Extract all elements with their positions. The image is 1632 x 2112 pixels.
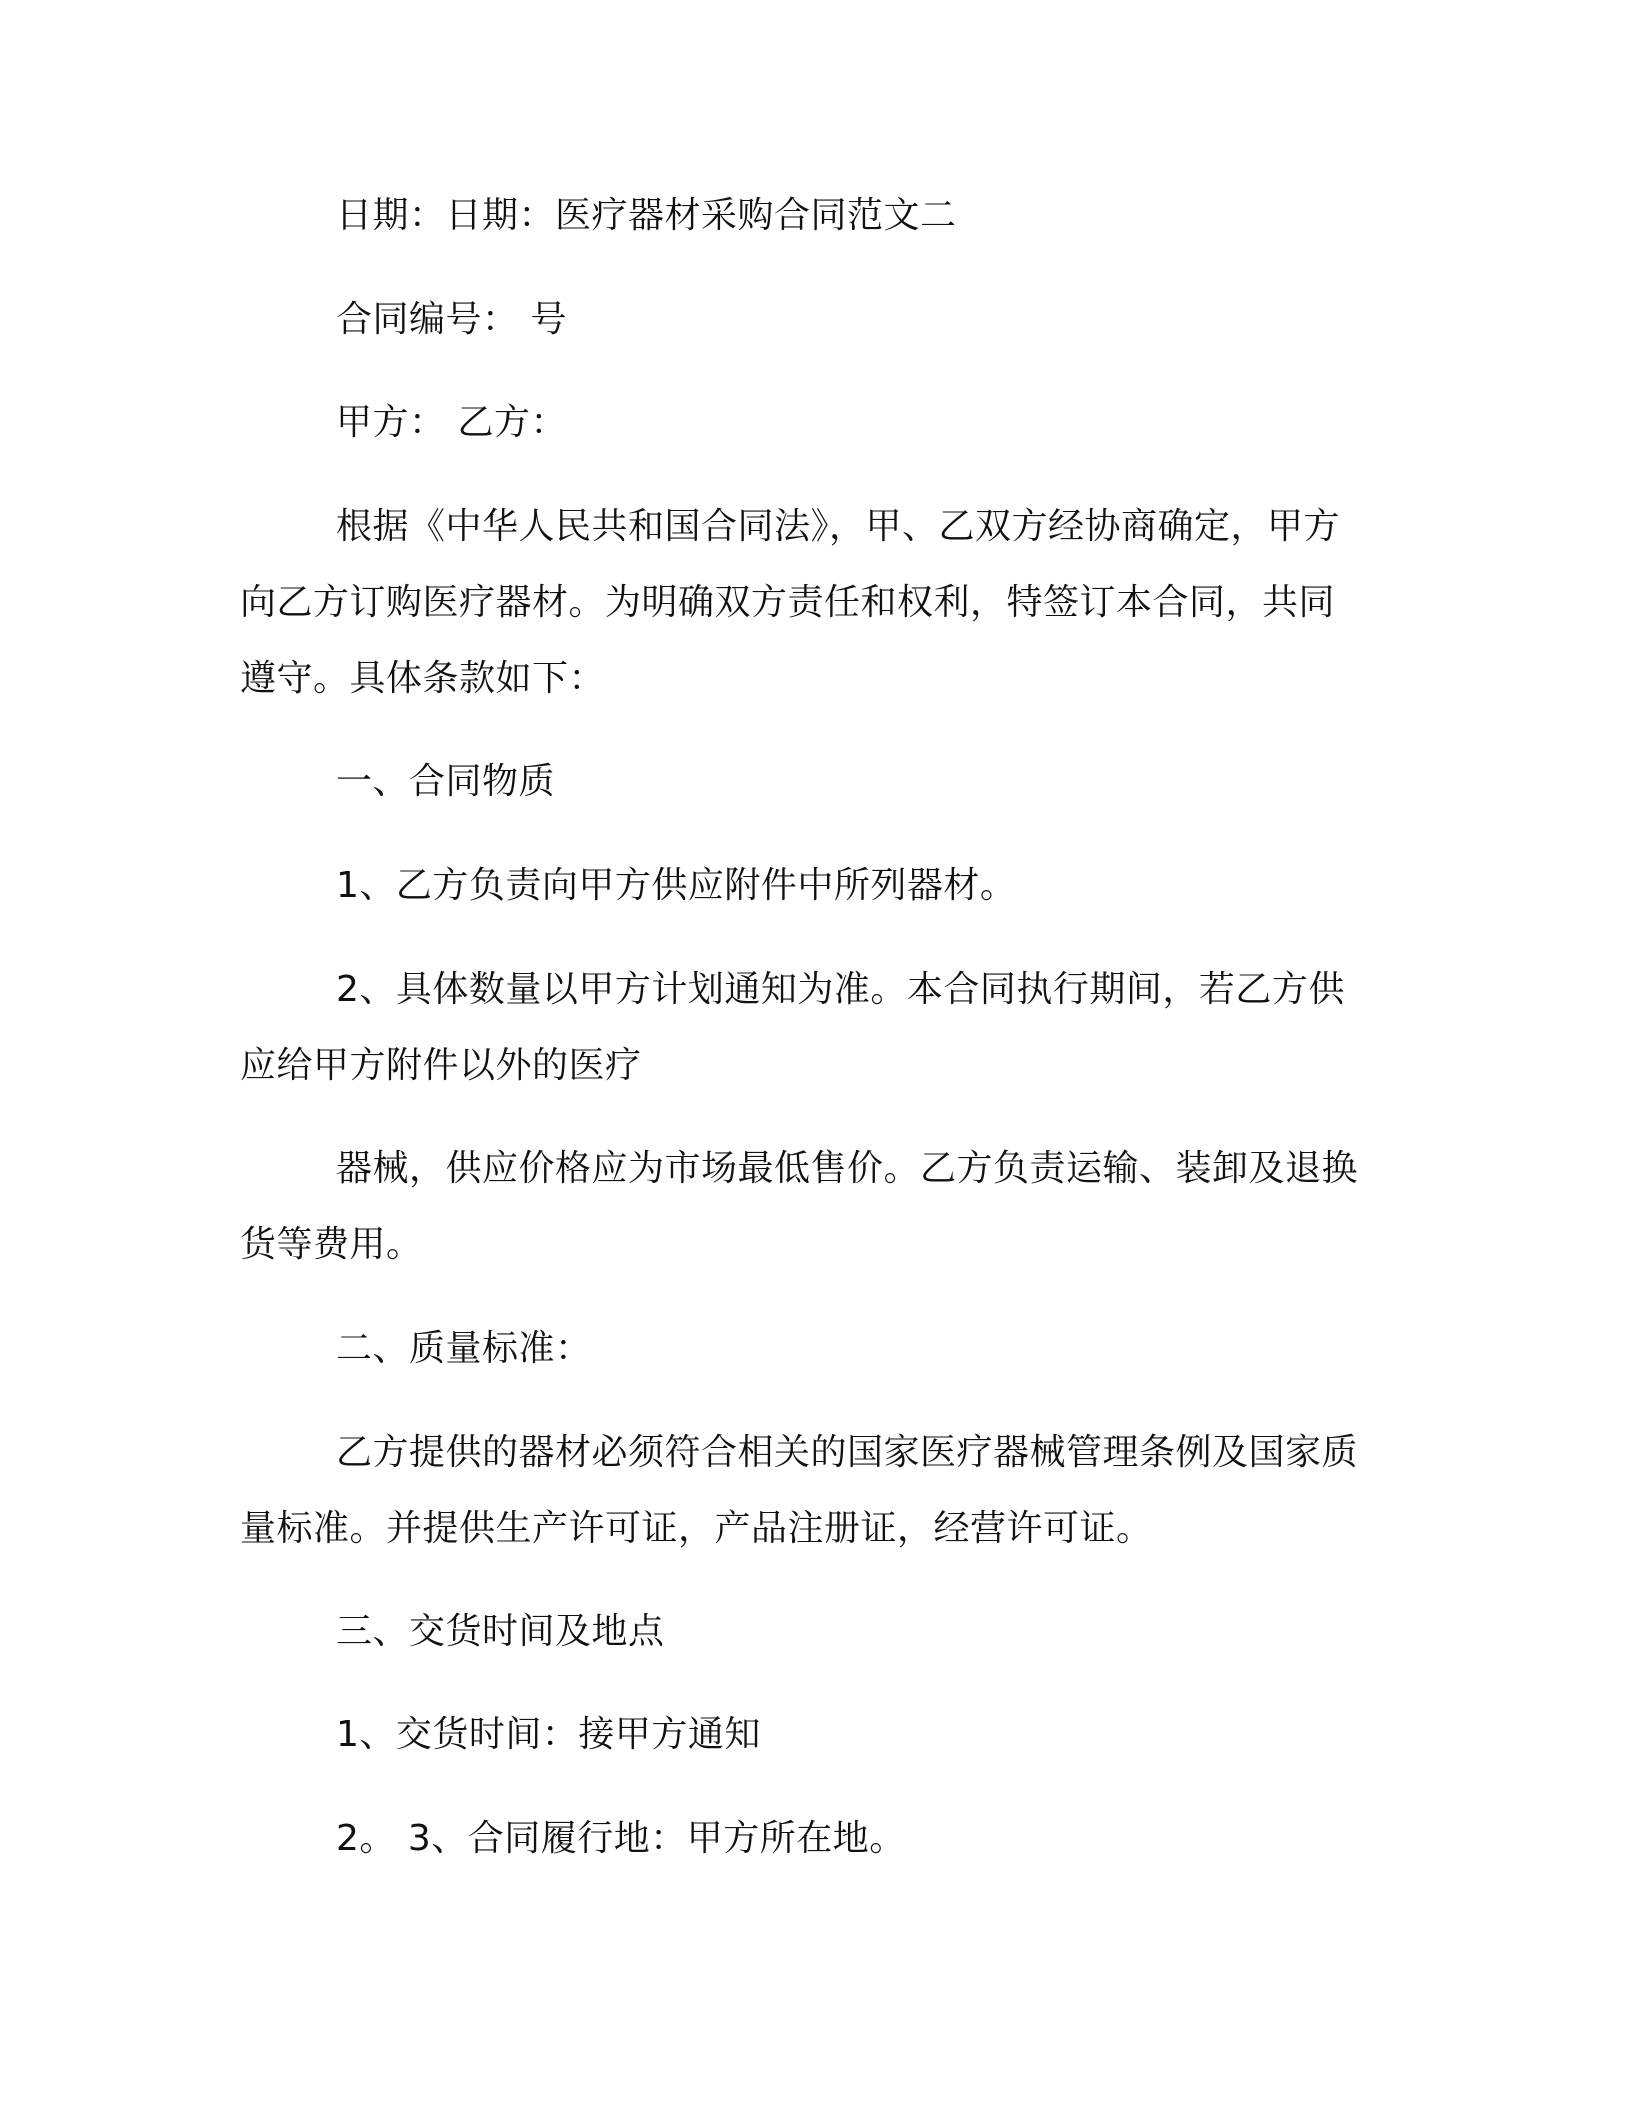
section-1-item-1: 1、乙方负责向甲方供应附件中所列器材。 bbox=[336, 865, 1017, 906]
section-2-title: 二、质量标准： bbox=[336, 1328, 592, 1369]
section-1-title: 一、合同物质 bbox=[336, 761, 556, 802]
section-2-body bbox=[240, 1415, 1380, 1567]
section-2-body-line-2: 量标准。并提供生产许可证，产品注册证，经营许可证。 bbox=[240, 1508, 1153, 1549]
intro-line-2: 向乙方订购医疗器材。为明确双方责任和权利，特签订本合同，共同 bbox=[240, 582, 1336, 623]
section-3-item-1: 1、交货时间：接甲方通知 bbox=[336, 1714, 761, 1755]
section-1-item-2-line-1: 2、具体数量以甲方计划通知为准。本合同执行期间，若乙方供 bbox=[336, 969, 1345, 1010]
intro-line-3: 遵守。具体条款如下： bbox=[240, 658, 606, 699]
section-2-body-line-1: 乙方提供的器材必须符合相关的国家医疗器械管理条例及国家质 bbox=[336, 1432, 1359, 1473]
section-1-item-2-continued bbox=[240, 1131, 1380, 1283]
section-1-item-2-line-2: 应给甲方附件以外的医疗 bbox=[240, 1045, 642, 1086]
section-3-title: 三、交货时间及地点 bbox=[336, 1611, 665, 1652]
section-1-item-2-cont-line-2: 货等费用。 bbox=[240, 1224, 423, 1265]
section-3-item-2: 2。 3、合同履行地：甲方所在地。 bbox=[336, 1818, 906, 1859]
date-line: 日期：日期：医疗器材采购合同范文二 bbox=[336, 195, 957, 236]
section-1-item-2-cont-line-1: 器械，供应价格应为市场最低售价。乙方负责运输、装卸及退换 bbox=[336, 1148, 1359, 1189]
intro-line-1: 根据《中华人民共和国合同法》，甲、乙双方经协商确定，甲方 bbox=[336, 506, 1341, 547]
intro-paragraph bbox=[240, 489, 1380, 717]
parties-line: 甲方： 乙方： bbox=[336, 402, 567, 443]
section-1-item-2 bbox=[240, 952, 1380, 1104]
contract-number: 合同编号： 号 bbox=[336, 299, 567, 340]
